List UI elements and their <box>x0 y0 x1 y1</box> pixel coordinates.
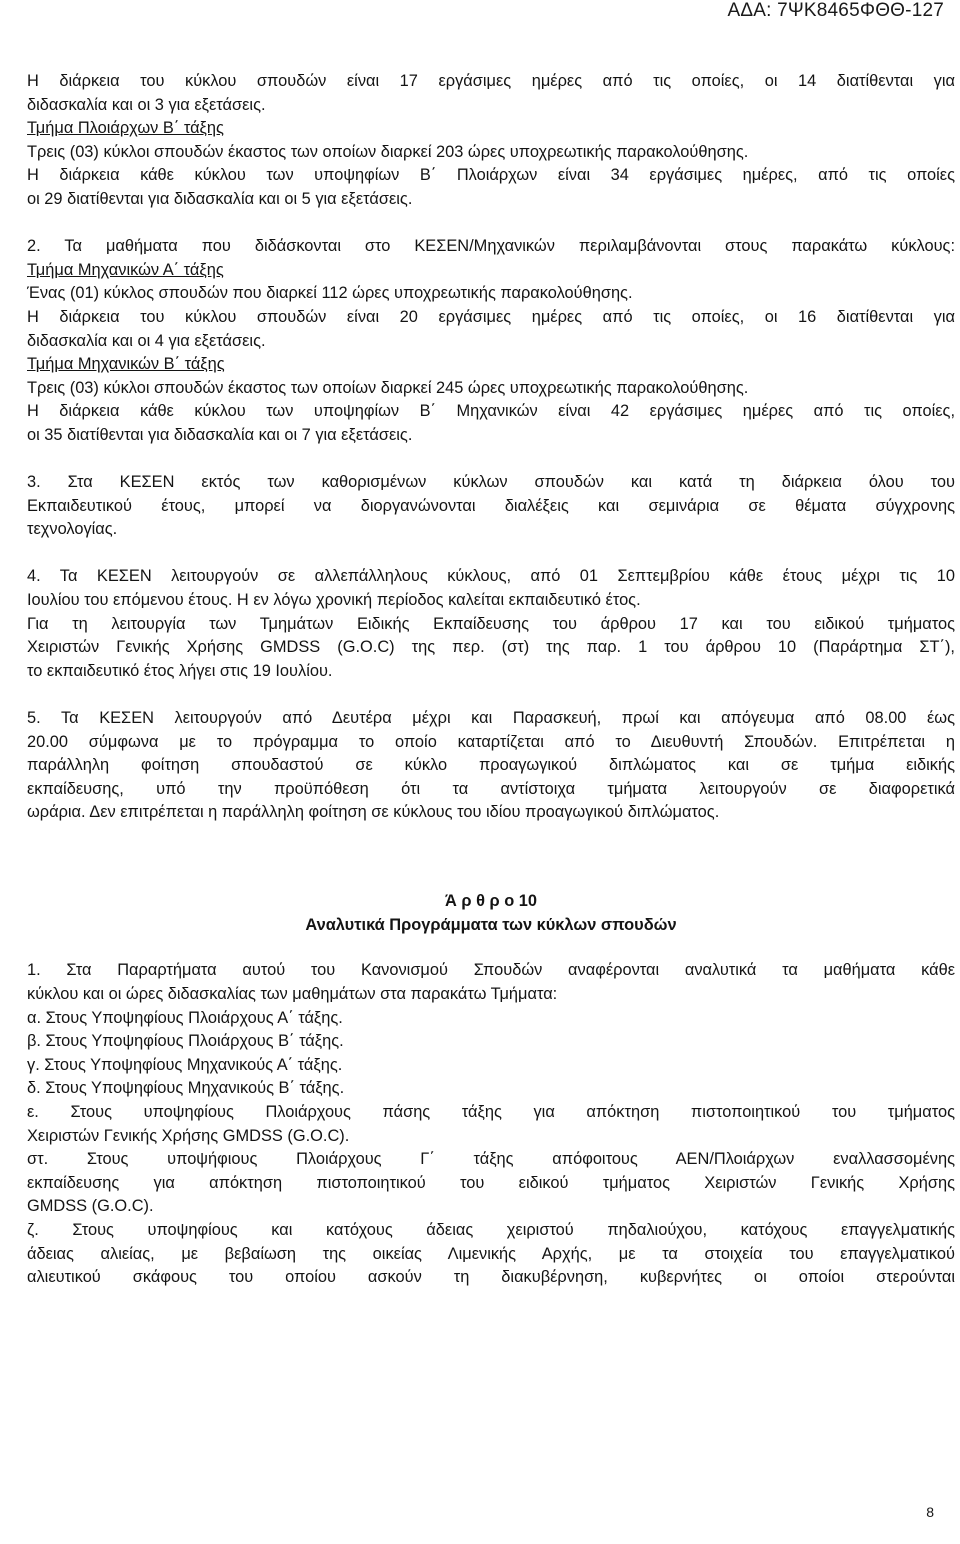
text-line: 2. Τα μαθήματα που διδάσκονται στο ΚΕΣΕΝ/Μηχανικών περιλαμβάνονται στους παρακάτω κύκλους: <box>27 237 955 256</box>
section-heading-underlined: Τμήμα Μηχανικών Α΄ τάξης <box>27 260 224 279</box>
list-item: ε. Στους υποψηφίους Πλοιάρχους πάσης τάξης για απόκτηση πιστοποιητικού του τμήματος <box>27 1102 955 1121</box>
text-line: GMDSS (G.O.C). <box>27 1197 154 1216</box>
text-line: Χειριστών Γενικής Χρήσης GMDSS (G.O.C). <box>27 1126 350 1145</box>
text-line: οι 35 διατίθενται για διδασκαλία και οι 7 για εξετάσεις. <box>27 425 413 444</box>
article-number: Ά ρ θ ρ ο 10 <box>445 892 537 911</box>
text-line: το εκπαιδευτικό έτος λήγει στις 19 Ιουλίου. <box>27 661 333 680</box>
section-heading-underlined: Τμήμα Πλοιάρχων Β΄ τάξης <box>27 119 224 138</box>
ada-header: ΑΔΑ: 7ΨΚ8465ΦΘΘ-127 <box>727 0 944 21</box>
list-item: ζ. Στους υποψηφίους και κατόχους άδειας χειριστού πηδαλιούχου, κατόχους επαγγελματικής <box>27 1220 955 1239</box>
text-line: διδασκαλία και οι 3 για εξετάσεις. <box>27 95 266 114</box>
paragraph-3 <box>27 471 955 542</box>
paragraph-1-continued <box>27 70 955 212</box>
text-line: κύκλου και οι ώρες διδασκαλίας των μαθημάτων στα παρακάτω Τμήματα: <box>27 984 558 1003</box>
text-line: 4. Τα ΚΕΣΕΝ λειτουργούν σε αλλεπάλληλους κύκλους, από 01 Σεπτεμβρίου κάθε έτους μέχρι τις 10 <box>27 567 955 586</box>
text-line: εκπαίδευσης για απόκτηση πιστοποιητικού του ειδικού τμήματος Χειριστών Γενικής Χρήσης <box>27 1173 955 1192</box>
text-line: 1. Στα Παραρτήματα αυτού του Κανονισμού Σπουδών αναφέρονται αναλυτικά τα μαθήματα κάθε <box>27 961 955 980</box>
page-number: 8 <box>926 1504 934 1520</box>
text-line: Τρεις (03) κύκλοι σπουδών έκαστος των οποίων διαρκεί 203 ώρες υποχρεωτικής παρακολούθησης. <box>27 142 749 161</box>
text-line: Ιουλίου του επόμενου έτους. Η εν λόγω χρονική περίοδος καλείται εκπαιδευτικό έτος. <box>27 591 641 610</box>
text-line: Χειριστών Γενικής Χρήσης GMDSS (G.O.C) της περ. (στ) της παρ. 1 του άρθρου 10 (Παράρτημα ΣΤ΄), <box>27 638 955 657</box>
text-line: διδασκαλία και οι 4 για εξετάσεις. <box>27 331 266 350</box>
text-line: Η διάρκεια του κύκλου σπουδών είναι 20 εργάσιμες ημέρες από τις οποίες, οι 16 διατίθενται για <box>27 307 955 326</box>
text-line: οι 29 διατίθενται για διδασκαλία και οι 5 για εξετάσεις. <box>27 189 413 208</box>
text-line: εκπαίδευσης, υπό την προϋπόθεση ότι τα αντίστοιχα τμήματα λειτουργούν σε διαφορετικά <box>27 779 955 798</box>
article-heading <box>27 890 955 937</box>
list-item: στ. Στους υποψήφιους Πλοιάρχους Γ΄ τάξης απόφοιτους ΑΕΝ/Πλοιάρχων εναλλασσομένης <box>27 1150 955 1169</box>
article-10-paragraph-1 <box>27 959 955 1289</box>
text-line: τεχνολογίας. <box>27 520 118 539</box>
text-line: άδειας αλιείας, με βεβαίωση της οικείας Λιμενικής Αρχής, με τα στοιχεία του επαγγελματικού <box>27 1244 955 1263</box>
article-title: Αναλυτικά Προγράμματα των κύκλων σπουδών <box>305 915 677 934</box>
text-line: Η διάρκεια κάθε κύκλου των υποψηφίων Β΄ Πλοιάρχων είναι 34 εργάσιμες ημέρες, από τις οποίες <box>27 166 955 185</box>
paragraph-4 <box>27 565 955 683</box>
text-line: Για τη λειτουργία των Τμημάτων Ειδικής Εκπαίδευσης του άρθρου 17 και του ειδικού τμήματος <box>27 614 955 633</box>
list-item: δ. Στους Υποψηφίους Μηχανικούς Β΄ τάξης. <box>27 1079 345 1098</box>
text-line: Η διάρκεια του κύκλου σπουδών είναι 17 εργάσιμες ημέρες από τις οποίες, οι 14 διατίθενται για <box>27 72 955 90</box>
list-item: α. Στους Υποψηφίους Πλοιάρχους Α΄ τάξης. <box>27 1008 343 1027</box>
text-line: 5. Τα ΚΕΣΕΝ λειτουργούν από Δευτέρα μέχρι και Παρασκευή, πρωί και απόγευμα από 08.00 έως <box>27 709 955 728</box>
text-line: Ένας (01) κύκλος σπουδών που διαρκεί 112 ώρες υποχρεωτικής παρακολούθησης. <box>27 284 633 303</box>
text-line: Εκπαιδευτικού έτους, μπορεί να διοργανώνονται διαλέξεις και σεμινάρια σε θέματα σύγχρονης <box>27 496 955 515</box>
text-line: παράλληλη φοίτηση σπουδαστού σε κύκλο προαγωγικού διπλώματος και σε τμήμα ειδικής <box>27 756 955 775</box>
text-line: 3. Στα ΚΕΣΕΝ εκτός των καθορισμένων κύκλων σπουδών και κατά τη διάρκεια όλου του <box>27 473 955 492</box>
text-line: ωράρια. Δεν επιτρέπεται η παράλληλη φοίτηση σε κύκλους του ιδίου προαγωγικού διπλώματος. <box>27 803 720 822</box>
paragraph-2 <box>27 235 955 447</box>
text-line: αλιευτικού σκάφους του οποίου ασκούν τη διακυβέρνηση, κυβερνήτες οι οποίοι στερούνται <box>27 1268 955 1287</box>
text-line: Η διάρκεια κάθε κύκλου των υποψηφίων Β΄ Μηχανικών είναι 42 εργάσιμες ημέρες από τις οποίες, <box>27 402 955 421</box>
text-line: 20.00 σύμφωνα με το πρόγραμμα το οποίο καταρτίζεται από το Διευθυντή Σπουδών. Επιτρέπεται η <box>27 732 955 751</box>
text-line: Τρεις (03) κύκλοι σπουδών έκαστος των οποίων διαρκεί 245 ώρες υποχρεωτικής παρακολούθησης. <box>27 378 749 397</box>
document-body <box>27 70 955 1290</box>
section-heading-underlined: Τμήμα Μηχανικών Β΄ τάξης <box>27 355 225 374</box>
list-item: γ. Στους Υποψηφίους Μηχανικούς Α΄ τάξης. <box>27 1055 343 1074</box>
paragraph-5 <box>27 707 955 825</box>
list-item: β. Στους Υποψηφίους Πλοιάρχους Β΄ τάξης. <box>27 1032 344 1051</box>
